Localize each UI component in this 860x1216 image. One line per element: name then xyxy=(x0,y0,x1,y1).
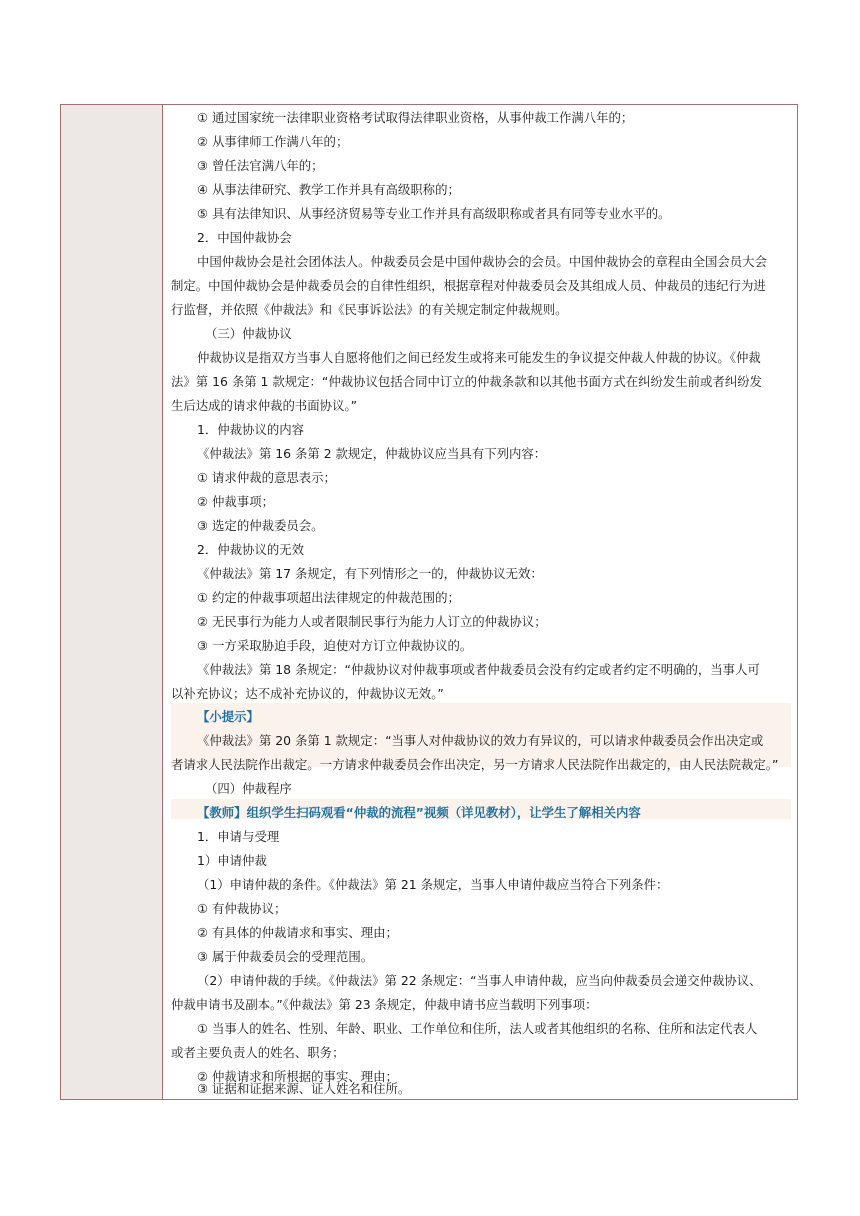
paragraph-line: 《仲裁法》第 17 条规定，有下列情形之一的，仲裁协议无效： xyxy=(197,566,543,581)
list-item: ① 有仲裁协议； xyxy=(197,901,287,916)
list-item: ③ 选定的仲裁委员会。 xyxy=(197,518,324,533)
list-item: ② 无民事行为能力人或者限制民事行为能力人订立的仲裁协议； xyxy=(197,614,547,629)
list-item: ④ 从事法律研究、教学工作并具有高级职称的； xyxy=(197,182,460,197)
paragraph-line: 行监督，并依照《仲裁法》和《民事诉讼法》的有关规定制定仲裁规则。 xyxy=(171,302,568,317)
paragraph-line: 制定。中国仲裁协会是仲裁委员会的自律性组织，根据章程对仲裁委员会及其组成人员、仲裁员的违纪行为进 xyxy=(171,278,766,293)
paragraph-line: 法》第 16 条第 1 款规定：“仲裁协议包括合同中订立的仲裁条款和以其他书面方式在纠纷发生前或者纠纷发 xyxy=(171,374,763,389)
list-item: ① 通过国家统一法律职业资格考试取得法律职业资格，从事仲裁工作满八年的； xyxy=(197,110,634,125)
tip-heading: 【小提示】 xyxy=(197,709,259,724)
list-item: ② 仲裁事项； xyxy=(197,494,274,509)
teacher-text: 组织学生扫码观看“仲裁的流程”视频（详见教材），让学生了解相关内容 xyxy=(246,805,641,820)
list-item: 或者主要负责人的姓名、职务； xyxy=(171,1045,345,1060)
list-item: ① 当事人的姓名、性别、年龄、职业、工作单位和住所，法人或者其他组织的名称、住所和法定代表人 xyxy=(197,1021,758,1036)
paragraph-line: 仲裁申请书及副本。”《仲裁法》第 23 条规定，仲裁申请书应当载明下列事项： xyxy=(171,997,598,1012)
list-item: ② 从事律师工作满八年的； xyxy=(197,134,349,149)
subheading: 2．中国仲裁协会 xyxy=(197,230,292,245)
table-frame xyxy=(60,104,798,1100)
teacher-note xyxy=(171,805,791,821)
subheading: 1．仲裁协议的内容 xyxy=(197,422,305,437)
paragraph-line: 仲裁协议是指双方当事人自愿将他们之间已经发生或将来可能发生的争议提交仲裁人仲裁的协议。《仲裁 xyxy=(197,350,761,365)
section-heading: （四）仲裁程序 xyxy=(205,781,292,796)
paragraph-line: （2）申请仲裁的手续。《仲裁法》第 22 条规定：“当事人申请仲裁，应当向仲裁委员会递交仲裁协议、 xyxy=(197,973,762,988)
subheading: 1）申请仲裁 xyxy=(197,853,267,868)
section-heading: （三）仲裁协议 xyxy=(205,326,292,341)
tip-line: 《仲裁法》第 20 条第 1 款规定：“当事人对仲裁协议的效力有异议的，可以请求仲裁委员会作出决定或 xyxy=(197,733,764,748)
paragraph-line: （1）申请仲裁的条件。《仲裁法》第 21 条规定，当事人申请仲裁应当符合下列条件： xyxy=(197,877,669,892)
list-item: ③ 证据和证据来源、证人姓名和住所。 xyxy=(197,1081,411,1096)
tip-line: 者请求人民法院作出裁定。一方请求仲裁委员会作出决定，另一方请求人民法院作出裁定的，由人民法院裁定。” xyxy=(171,757,779,772)
list-item: ② 有具体的仲裁请求和事实、理由； xyxy=(197,925,398,940)
paragraph-line: 《仲裁法》第 18 条规定：“仲裁协议对仲裁事项或者仲裁委员会没有约定或者约定不明确的，当事人可 xyxy=(197,662,760,677)
left-column xyxy=(61,105,163,1099)
teacher-tag: 【教师】 xyxy=(197,805,247,820)
paragraph-line: 中国仲裁协会是社会团体法人。仲裁委员会是中国仲裁协会的会员。中国仲裁协会的章程由全国会员大会 xyxy=(197,254,767,269)
list-item: ③ 属于仲裁委员会的受理范围。 xyxy=(197,949,374,964)
subheading: 2．仲裁协议的无效 xyxy=(197,542,305,557)
list-item: ③ 一方采取胁迫手段，迫使对方订立仲裁协议的。 xyxy=(197,638,473,653)
list-item: ③ 曾任法官满八年的； xyxy=(197,158,324,173)
list-item: ② 仲裁请求和所根据的事实、理由； xyxy=(197,1069,398,1084)
paragraph-line: 以补充协议；达不成补充协议的，仲裁协议无效。” xyxy=(171,686,444,701)
subheading: 1．申请与受理 xyxy=(197,829,280,844)
list-item: ① 请求仲裁的意思表示； xyxy=(197,470,336,485)
paragraph-line: 《仲裁法》第 16 条第 2 款规定，仲裁协议应当具有下列内容： xyxy=(197,446,547,461)
list-item: ⑤ 具有法律知识、从事经济贸易等专业工作并具有高级职称或者具有同等专业水平的。 xyxy=(197,206,671,221)
paragraph-line: 生后达成的请求仲裁的书面协议。” xyxy=(171,398,358,413)
list-item: ① 约定的仲裁事项超出法律规定的仲裁范围的； xyxy=(197,590,460,605)
